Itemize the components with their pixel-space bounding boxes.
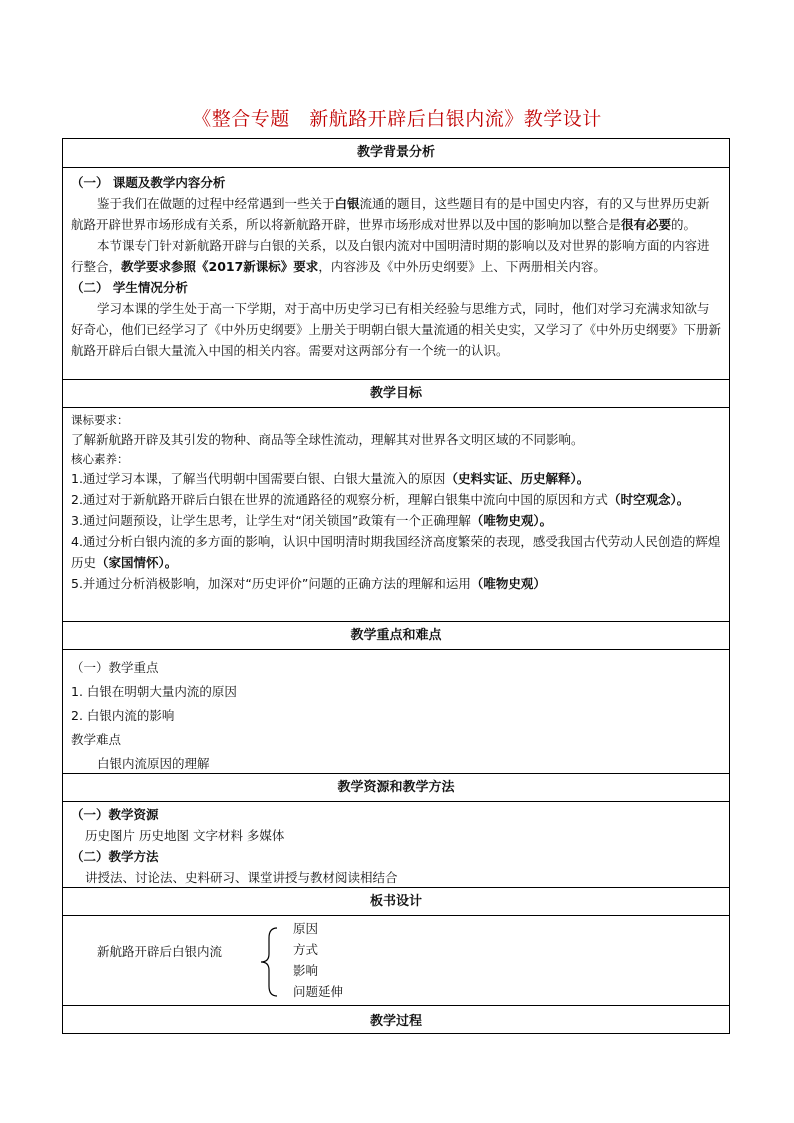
background-header-row <box>63 139 729 167</box>
process-header: 教学过程 <box>369 1014 422 1029</box>
objective-item: 1.通过学习本课，了解当代明朝中国需要白银、白银大量流入的原因（史料实证、历史解释）。 <box>71 471 590 486</box>
student-analysis-heading: （二） 学生情况分析 <box>71 280 188 295</box>
key-point-item: 2. 白银内流的影响 <box>71 708 175 723</box>
board-item: 原因 <box>293 921 319 936</box>
difficulty-text: 白银内流原因的理解 <box>97 756 210 771</box>
document-title: 《整合专题 新航路开辟后白银内流》教学设计 <box>192 108 602 130</box>
background-content <box>63 167 729 379</box>
standard-label: 课标要求： <box>71 413 129 427</box>
board-item: 影响 <box>293 963 319 978</box>
integration-paragraph: 本节课专门针对新航路开辟与白银的关系，以及白银内流对中国明清时期的影响以及对世界的影响方面的内容进行整合，教学要求参照《2017新课标》要求，内容涉及《中外历史纲要》上、下两册相关内容。 <box>71 238 710 274</box>
board-topic: 新航路开辟后白银内流 <box>97 944 223 959</box>
objective-item: 2.通过对于新航路开辟后白银在世界的流通路径的观察分析，理解白银集中流向中国的原因和方式（时空观念）。 <box>71 492 690 507</box>
board-item: 问题延伸 <box>293 984 344 999</box>
methods-text: 讲授法、讨论法、史料研习、课堂讲授与教材阅读相结合 <box>85 870 398 885</box>
background-header: 教学背景分析 <box>356 145 435 160</box>
objectives-header-row <box>63 379 729 407</box>
key-points-content <box>63 649 729 773</box>
process-header-row <box>63 1005 729 1033</box>
resources-header-row <box>63 773 729 801</box>
key-points-header-row <box>63 621 729 649</box>
key-points-header: 教学重点和难点 <box>350 628 442 643</box>
lesson-plan-table <box>62 138 730 1034</box>
resources-content <box>63 801 729 887</box>
board-content <box>63 915 729 1005</box>
resources-text: 历史图片 历史地图 文字材料 多媒体 <box>85 828 285 843</box>
board-header: 板书设计 <box>369 894 422 909</box>
content-analysis-heading: （一） 课题及教学内容分析 <box>71 175 226 190</box>
objectives-content <box>63 407 729 621</box>
resources-header: 教学资源和教学方法 <box>337 780 455 795</box>
key-point-item: 1. 白银在明朝大量内流的原因 <box>71 684 237 699</box>
objectives-header: 教学目标 <box>369 386 422 401</box>
key-points-label: （一）教学重点 <box>71 660 159 675</box>
board-item: 方式 <box>293 942 319 957</box>
board-header-row <box>63 887 729 915</box>
student-analysis-paragraph: 学习本课的学生处于高一下学期，对于高中历史学习已有相关经验与思维方式，同时，他们对学习充满求知欲与好奇心，他们已经学习了《中外历史纲要》上册关于明朝白银大量流通的相关史实，又学习了《中外历史纲要》下册新航路开辟后白银大量流入中国的相关内容。需要对这两部分有一个统一的认识。 <box>71 301 722 358</box>
resources-label: （一）教学资源 <box>71 807 159 822</box>
curly-brace-icon <box>259 926 281 998</box>
core-literacy-label: 核心素养： <box>71 452 129 466</box>
standard-text: 了解新航路开辟及其引发的物种、商品等全球性流动，理解其对世界各文明区域的不同影响。 <box>71 432 584 447</box>
content-analysis-paragraph: 鉴于我们在做题的过程中经常遇到一些关于白银流通的题目，这些题目有的是中国史内容，有的又与世界历史新航路开辟世界市场形成有关系，所以将新航路开辟，世界市场形成对世界以及中国的影响加以整合是很有必要的。 <box>71 196 710 232</box>
objective-item: 5.并通过分析消极影响，加深对“历史评价”问题的正确方法的理解和运用（唯物史观） <box>71 576 546 591</box>
difficulty-label: 教学难点 <box>71 732 122 747</box>
methods-label: （二）教学方法 <box>71 849 159 864</box>
objective-item: 4.通过分析白银内流的多方面的影响，认识中国明清时期我国经济高度繁荣的表现，感受我国古代劳动人民创造的辉煌历史（家国情怀）。 <box>71 534 721 570</box>
objective-item: 3.通过问题预设，让学生思考，让学生对“闭关锁国”政策有一个正确理解（唯物史观）。 <box>71 513 553 528</box>
